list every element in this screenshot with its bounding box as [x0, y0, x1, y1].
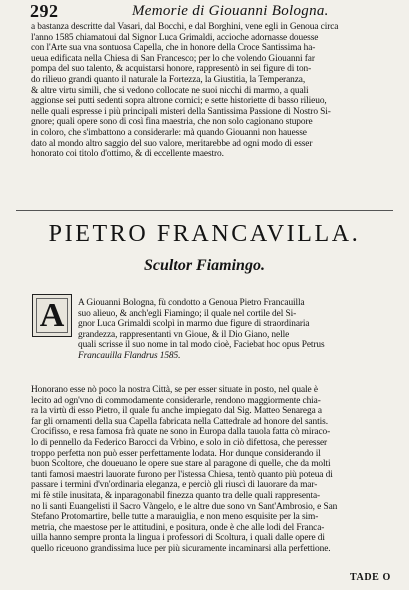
section-title: PIETRO FRANCAVILLA. — [48, 221, 361, 247]
text-line: honorato coi titolo d'ottimo, & di eccellente maestro. — [31, 149, 224, 160]
text-line: lecito ad ogn'vno di commodamente considerarle, rendono maggiormente chia- — [31, 395, 321, 406]
text-line: con l'Arte sua vna sontuosa Capella, che in honore della Croce Santissima ha- — [31, 43, 316, 54]
text-line: mi fè stile inusitata, & inparagonabil finezza quanto tra delle quali rappresenta- — [31, 490, 321, 501]
text-line: no li santi Euangelisti il Sacro Vàngelo, e le altre due sono vn Sant'Ambrosio, e San — [31, 501, 338, 512]
text-line: quali scrisse il suo nome in tal modo cioè, Faciebat hoc opus Petrus — [78, 340, 325, 351]
text-line: l'anno 1585 chiamatoui dal Signor Luca Grimaldi, accioche adornasse douesse — [31, 32, 319, 43]
text-line: Crocifisso, e resa famosa frà quate ne sono in Europa dalla tauola fatta cò miraco- — [31, 427, 331, 438]
text-line: ra la virtù di esso Pietro, il quale fu anche impiegato dal Sig. Matteo Senarega a — [31, 406, 322, 417]
page-header — [20, 1, 404, 19]
text-line: tanti famosi maestri lauorate furono per l'istessa Chiesa, tentò quanto più poteua di — [31, 469, 333, 480]
text-line: Francauilla Flandrus 1585. — [78, 350, 181, 361]
section-subtitle: Scultor Fiamingo. — [144, 257, 265, 274]
text-line: grandezza, rappresentanti vn Gioue, & il Dio Giano, nelle — [78, 329, 290, 340]
text-line: gnor Luca Grimaldi scolpì in marmo due figure di straordinaria — [78, 319, 310, 330]
paragraph-giovanni-bologna — [31, 22, 395, 160]
text-line: troppo perfetta non può esser perfettamente lodata. Hor dunque considerando il — [31, 448, 321, 459]
text-line: metria, che maestose per le attitudini, e positura, onde è che alle lodi del Franca- — [31, 522, 325, 533]
text-line: a bastanza descritte dal Vasari, dal Bocchi, e dal Borghini, vene egli in Genoua circa — [31, 22, 339, 32]
text-line: gnore; quali opere sono di così fina maestria, che non solo cagionano stupore — [31, 117, 313, 128]
text-line: Honorano esse nò poco la nostra Città, se per esser situate in posto, nel quale è — [31, 385, 318, 395]
text-line: pompa del suo talento, & acquistarsi honore, rappresentò in sei figure di ton- — [31, 64, 312, 75]
paragraph-francavilla-intro — [78, 298, 396, 362]
drop-cap — [32, 294, 72, 337]
text-line: Stefano Protomartire, belle tutte a marauiglia, e non meno esquisite per la sim- — [31, 512, 319, 523]
text-line: aggionse sei putti sedenti sopra altrone cornici; e sette historiette di basso rilieuo, — [31, 96, 327, 107]
text-line: uilla hanno sempre pronta la lingua i professori di Scoltura, i quali dalle opere di — [31, 533, 325, 544]
page-number: 292 — [30, 1, 59, 21]
section-divider — [16, 210, 393, 211]
drop-cap-letter: A — [39, 297, 65, 334]
text-line: dato al mondo altro saggio del suo valore, meritarebbe ad ogni modo di esser — [31, 138, 313, 149]
text-line: & altre virtu simili, che si vedono collocate ne suoi nicchi di marmo, a quali — [31, 85, 309, 96]
text-line: in coloro, che s'imbattono a considerarle: mà quando Giouanni non hauesse — [31, 127, 307, 138]
text-line: ueua edificata nella Chiesa di San Francesco; per lo che volendo Giouanni far — [31, 53, 315, 64]
text-line: lo di pennello da Federico Barocci da Vrbino, e solo in ciò difettosa, che peresser — [31, 437, 328, 448]
text-line: far gli ornamenti della sua Capella fabricata nella Cattedrale ad honore del santis. — [31, 416, 328, 427]
text-line: suo alieuo, & anch'egli Fiamingo; il quale nel cortile del Si- — [78, 308, 297, 319]
paragraph-francavilla-works — [31, 385, 395, 555]
text-line: buon Scoltore, che doueuano le opere sue stare al paragone di quelle, che da molti — [31, 459, 331, 470]
text-line: quello riceuono grandissima luce per più sicuramente incaminarsi alla perfettione. — [31, 543, 331, 554]
text-line: A Giouanni Bologna, fù condotto a Genoua Pietro Francauilla — [78, 298, 305, 308]
catchword: TADE O — [350, 572, 391, 583]
text-line: do rilieuo grandi quanto il naturale la Fortezza, la Giustitia, la Temperanza, — [31, 74, 306, 85]
running-head: Memorie di Giouanni Bologna. — [132, 3, 329, 19]
text-line: passare i termini d'vn'ordinaria eleganza, e perciò gli riuscì di lauorare da mar- — [31, 480, 318, 491]
text-line: nelle quali espresse i più principali misteri della Santissima Passione di Nostro Si- — [31, 106, 331, 117]
